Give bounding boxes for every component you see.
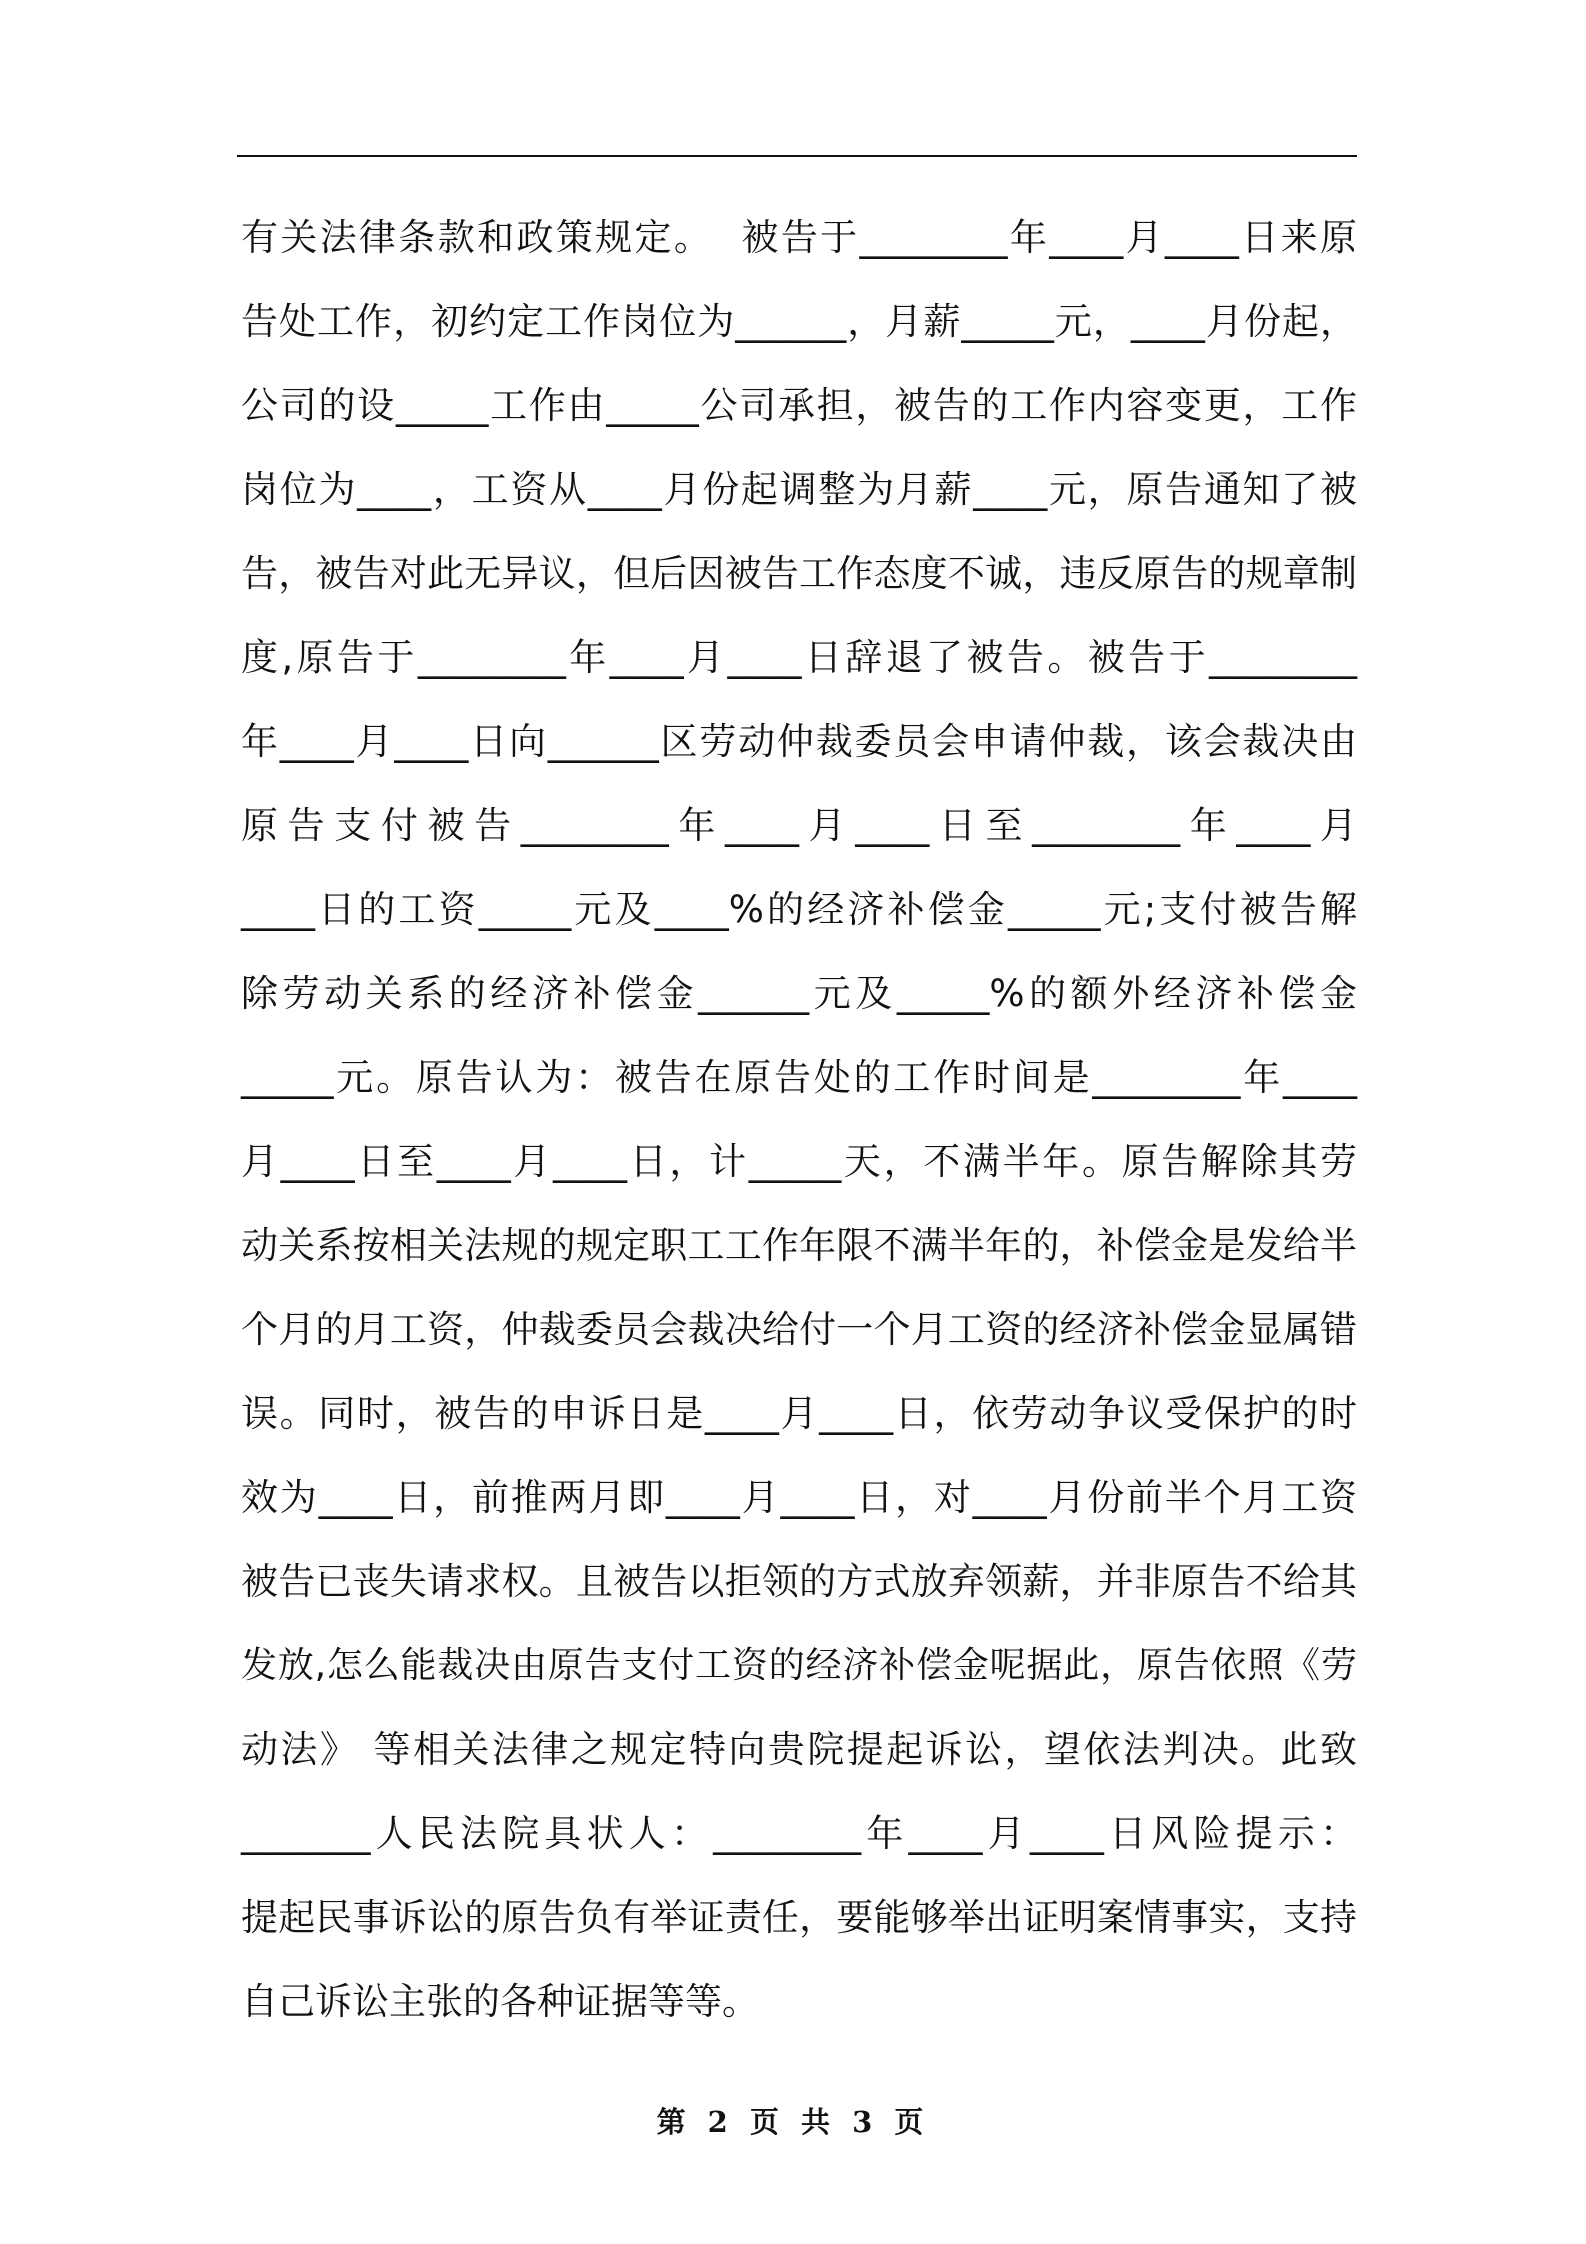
text-line-15: 误。同时，被告的申诉日是____月____日，依劳动争议受保护的时 (241, 1392, 1357, 1435)
text-line-13: 动关系按相关法规的规定职工工作年限不满半年的，补偿金是发给半 (241, 1224, 1357, 1267)
header-divider (237, 155, 1357, 157)
page-number: 第 2 页 共 3 页 (656, 2105, 930, 2139)
text-line-16: 效为____日，前推两月即____月____日，对____月份前半个月工资 (241, 1476, 1357, 1519)
text-line-20: _______人民法院具状人：________年____月____日风险提示： (241, 1812, 1357, 1855)
text-line-22: 自己诉讼主张的各种证据等等。 (241, 1980, 759, 2023)
text-line-2: 告处工作，初约定工作岗位为______，月薪_____元，____月份起， (241, 300, 1357, 343)
text-line-10: 除劳动关系的经济补偿金______元及_____%的额外经济补偿金 (241, 972, 1357, 1015)
document-body (241, 196, 1357, 2044)
text-line-7: 年____月____日向______区劳动仲裁委员会申请仲裁，该会裁决由 (241, 720, 1357, 763)
text-line-5: 告，被告对此无异议，但后因被告工作态度不诚，违反原告的规章制 (241, 552, 1357, 595)
text-line-21: 提起民事诉讼的原告负有举证责任，要能够举出证明案情事实，支持 (241, 1896, 1357, 1939)
text-line-18: 发放,怎么能裁决由原告支付工资的经济补偿金呢据此，原告依照《劳 (241, 1645, 1357, 1686)
text-line-11: _____元。原告认为：被告在原告处的工作时间是________年____ (241, 1056, 1357, 1099)
text-line-14: 个月的月工资，仲裁委员会裁决给付一个月工资的经济补偿金显属错 (241, 1308, 1357, 1351)
text-line-9: ____日的工资_____元及____%的经济补偿金_____元;支付被告解 (241, 888, 1357, 931)
text-line-1: 有关法律条款和政策规定。 被告于________年____月____日来原 (241, 216, 1357, 259)
text-line-3: 公司的设_____工作由_____公司承担，被告的工作内容变更，工作 (241, 384, 1357, 427)
text-line-4: 岗位为____，工资从____月份起调整为月薪____元，原告通知了被 (241, 468, 1357, 511)
text-line-12: 月____日至____月____日，计_____天，不满半年。原告解除其劳 (241, 1140, 1357, 1183)
text-line-19: 动法》 等相关法律之规定特向贵院提起诉讼，望依法判决。此致 (241, 1728, 1357, 1771)
text-line-6: 度,原告于________年____月____日辞退了被告。被告于________ (241, 636, 1357, 679)
text-line-8: 原告支付被告________年____月____日至________年____月 (241, 804, 1357, 847)
text-line-17: 被告已丧失请求权。且被告以拒领的方式放弃领薪，并非原告不给其 (241, 1560, 1357, 1603)
